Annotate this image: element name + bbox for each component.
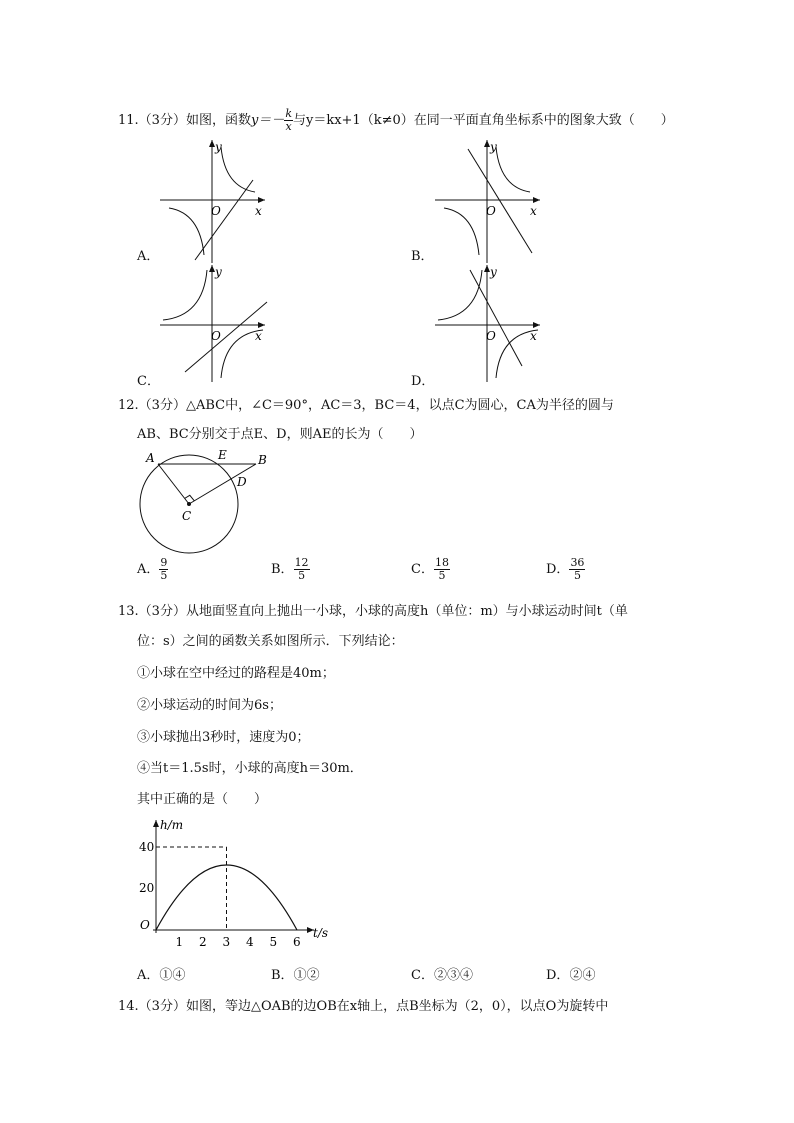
option-label: B． xyxy=(271,968,294,983)
x-tick-1: 1 xyxy=(175,935,184,949)
q13-statement-2: ②小球运动的时间为6s； xyxy=(137,698,282,713)
option-text: ②④ xyxy=(569,968,596,983)
frac-num: 12 xyxy=(294,556,309,569)
x-axis-arrow xyxy=(258,197,265,203)
option-text: ②③④ xyxy=(433,968,473,983)
frac-den: 5 xyxy=(438,569,446,582)
option-fraction xyxy=(294,557,310,582)
q11-option-a: A． xyxy=(137,249,160,264)
q11-prefix: 11.（3分）如图，函数 xyxy=(118,113,251,128)
hyperbola-branch-1 xyxy=(163,270,207,320)
q11-func-b: 与y＝kx+1（k≠0）在同一平面直角坐标系中的图象大致（ ） xyxy=(292,113,674,128)
q14-stem-line1: 14.（3分）如图，等边△OAB的边OB在x轴上，点B坐标为（2，0），以点O为旋转中 xyxy=(118,999,609,1014)
option-label: D． xyxy=(546,562,570,577)
q12-stem-line2: AB、BC分别交于点E、D，则AE的长为（ ） xyxy=(137,427,423,442)
x-axis-arrow xyxy=(258,322,265,328)
frac-den: 5 xyxy=(160,569,168,582)
x-axis-arrow xyxy=(533,197,540,203)
x-tick-2: 2 xyxy=(199,935,207,949)
origin-label: O xyxy=(211,204,221,218)
line-graph xyxy=(195,180,253,260)
q11-graph-c xyxy=(155,260,270,385)
option-label: A． xyxy=(137,562,160,577)
y-label: y xyxy=(215,140,222,154)
option-label: C． xyxy=(411,968,434,983)
x-axis-arrow xyxy=(533,322,540,328)
q11-graph-b xyxy=(430,135,545,265)
q11-option-b: B． xyxy=(411,249,434,264)
y-tick-40: 40 xyxy=(139,840,155,854)
x-label: x xyxy=(530,329,537,343)
y-tick-20: 20 xyxy=(139,881,155,895)
segment-ac xyxy=(158,464,189,504)
option-label: D． xyxy=(546,968,570,983)
option-label: A． xyxy=(137,968,160,983)
origin-label: O xyxy=(211,329,221,343)
x-axis-label: t/s xyxy=(313,926,329,940)
x-tick-5: 5 xyxy=(269,935,278,949)
q12-option-c xyxy=(411,557,450,582)
x-tick-3: 3 xyxy=(222,935,231,949)
frac-num: 9 xyxy=(160,556,168,569)
label-b: B xyxy=(258,453,267,467)
option-text: ①② xyxy=(293,968,320,983)
y-label: y xyxy=(215,265,222,279)
option-fraction xyxy=(159,557,168,582)
frac-num: 36 xyxy=(570,556,585,569)
q13-statement-4: ④当t＝1.5s时，小球的高度h＝30m． xyxy=(137,761,363,776)
q13-question: 其中正确的是（ ） xyxy=(137,792,268,807)
option-label: B． xyxy=(271,562,294,577)
y-label: y xyxy=(490,265,497,279)
x-label: x xyxy=(255,329,262,343)
center-dot xyxy=(187,502,191,506)
q11-fraction xyxy=(284,108,293,133)
x-tick-4: 4 xyxy=(246,935,254,949)
hyperbola-branch-1 xyxy=(221,147,255,192)
option-text: ①④ xyxy=(159,968,186,983)
frac-num: 18 xyxy=(434,556,449,569)
frac-den: 5 xyxy=(298,569,306,582)
origin-label: O xyxy=(486,329,496,343)
q13-option-a xyxy=(137,966,185,986)
hyperbola-branch-1 xyxy=(496,147,530,192)
label-a: A xyxy=(146,451,155,465)
q11-func-a: y＝－ xyxy=(250,113,285,128)
q11-option-d: D． xyxy=(411,374,435,389)
q12-figure xyxy=(130,446,290,561)
q11-graph-a xyxy=(155,135,270,265)
q13-option-d xyxy=(546,966,595,986)
label-c: C xyxy=(182,509,192,523)
q13-chart xyxy=(130,815,340,950)
option-fraction xyxy=(434,557,450,582)
origin-label: O xyxy=(486,204,496,218)
q13-statement-1: ①小球在空中经过的路程是40m； xyxy=(137,666,335,681)
q11-frac-num: k xyxy=(285,107,292,120)
label-d: D xyxy=(237,475,247,489)
x-tick-6: 6 xyxy=(293,935,301,949)
q11-graph-d xyxy=(430,260,545,385)
q13-option-b xyxy=(271,966,320,986)
q11-stem xyxy=(118,108,674,133)
q13-statement-3: ③小球抛出3秒时，速度为0； xyxy=(137,730,310,745)
q13-stem-line2: 位：s）之间的函数关系如图所示．下列结论： xyxy=(137,634,404,649)
x-label: x xyxy=(530,204,537,218)
q12-option-b xyxy=(271,557,310,582)
origin-label: O xyxy=(140,918,150,932)
q12-stem-line1: 12.（3分）△ABC中，∠C＝90°，AC＝3，BC＝4，以点C为圆心，CA为半径的圆与 xyxy=(118,398,614,413)
hyperbola-branch-2 xyxy=(444,208,479,255)
y-axis-label: h/m xyxy=(160,818,184,832)
option-fraction xyxy=(569,557,585,582)
q12-option-a xyxy=(137,557,168,582)
x-label: x xyxy=(255,204,262,218)
frac-den: 5 xyxy=(573,569,581,582)
line-graph xyxy=(470,270,522,366)
y-label: y xyxy=(490,140,497,154)
q13-stem-line1: 13.（3分）从地面竖直向上抛出一小球，小球的高度h（单位：m）与小球运动时间t（单 xyxy=(118,604,628,619)
y-axis-arrow xyxy=(153,820,159,827)
hyperbola-branch-2 xyxy=(169,208,204,255)
q13-option-c xyxy=(411,966,473,986)
q11-option-c: C． xyxy=(137,374,160,389)
q12-option-d xyxy=(546,557,585,582)
option-label: C． xyxy=(411,562,434,577)
hyperbola-branch-1 xyxy=(438,270,482,320)
q11-frac-den: x xyxy=(285,120,292,133)
label-e: E xyxy=(218,448,227,462)
